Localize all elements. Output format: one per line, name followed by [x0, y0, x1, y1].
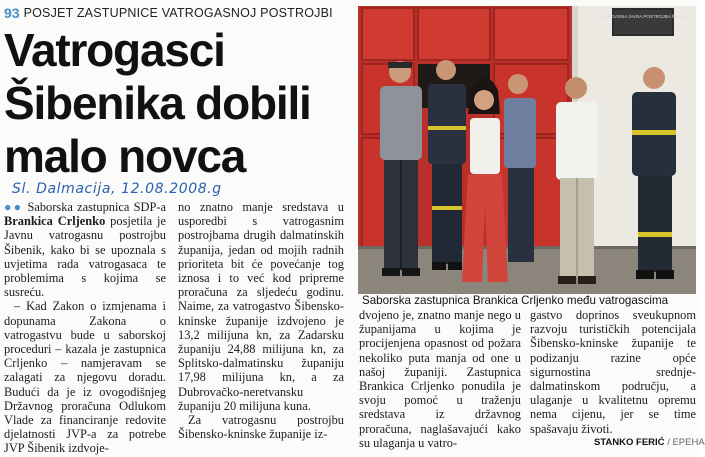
news-photo: [358, 6, 696, 294]
paragraph: dvojeno je, znatno manje nego u županijama u kojima je procijenjena opasnost od požara nekoliko puta manja od one u našoj županiji. Zastupnica Brankica Crljenko ponudila je svoju pomoć u traženju sredstava iz državnog proračuna, naglašavajući kako su ulaganja u vatro-: [359, 308, 521, 450]
person-figure: [428, 60, 466, 270]
lead-paragraph: ●● Saborska zastupnica SDP-a Brankica Crljenko posjetila je Javnu vatrogasnu postrojbu Šibenik, kako bi se upoznala s uvjetima rada vatrogasaca te problemima s kojima se susreću.: [4, 200, 166, 300]
person-name: Brankica Crljenko: [4, 214, 106, 229]
section-rubric: [4, 3, 333, 23]
paragraph: no znatno manje sredstava u usporedbi s vatrogasnim postrojbama drugih dalmatinskih županija, jedan od mojih radnih prioriteta bit će povećanje tog iznosa i to već kod pripreme proračuna za sljedeću godinu. Naime, za vatrogastvo Šibensko-kninske županije izdvojeno je 13,2 milijuna kn, za Zadarsku županiju 24,88 milijuna kn, za Splitsko-dalmatinsku županiju 17,98 milijuna kn, a za Dubrovačko-neretvansku županiju 20 milijuna kuna.: [178, 200, 344, 413]
headline: [4, 24, 354, 183]
article-column-2: [178, 200, 344, 441]
headline-line-1: Vatrogasci: [4, 24, 225, 76]
photographer-name: STANKO FERIĆ: [594, 437, 665, 448]
article-column-4: [530, 308, 696, 436]
plaque-text: VATROGASNA JAVNA POSTROJBA ŠIBENIK: [596, 14, 690, 19]
agency-separator: /: [667, 437, 673, 448]
article-column-1: [4, 200, 166, 456]
page-number: 93: [4, 5, 20, 21]
headline-line-3: malo novca: [4, 130, 246, 182]
person-figure: [504, 74, 536, 262]
article-column-3: [359, 308, 521, 450]
paragraph: – Kad Zakon o izmjenama i dopunama Zakona o vatrogastvu bude u saborskoj proceduri – kazala je zastupnica Crljenko – namjeravam se zalagati za njegovu doradu. Budući da je iz ovogodišnjeg Državnog proračuna Odlukom Vlade za financiranje redovite djelatnosti JVP-a za potrebe JVP Šibenik izdvoje-: [4, 299, 166, 456]
paragraph: gastvo doprinos sveukupnom razvoju turističkih potencijala Šibensko-kninske županije te podizanju razine opće sigurnostina srednje-dalmatinskom području, a ulaganje u kvalitetnu opremu nema cijenu, jer se time spašavaju životi.: [530, 308, 696, 436]
source-stamp: Sl. Dalmacija, 12.08.2008.g: [12, 181, 222, 197]
person-figure: [380, 61, 422, 276]
headline-line-2: Šibenika dobili: [4, 77, 311, 129]
person-figure: [632, 67, 676, 279]
paragraph: Za vatrogasnu postrojbu Šibensko-kninske županije iz-: [178, 413, 344, 442]
person-figure: [556, 77, 598, 284]
lead-marker: ●●: [4, 200, 24, 214]
agency-name: EPEHA: [672, 437, 705, 448]
photo-credit: [594, 437, 705, 448]
rubric-label: POSJET ZASTUPNICE VATROGASNOJ POSTROJBI: [23, 6, 333, 20]
firefighters-photo-illustration: [358, 6, 696, 294]
photo-caption: Saborska zastupnica Brankica Crljenko među vatrogascima: [362, 294, 669, 307]
